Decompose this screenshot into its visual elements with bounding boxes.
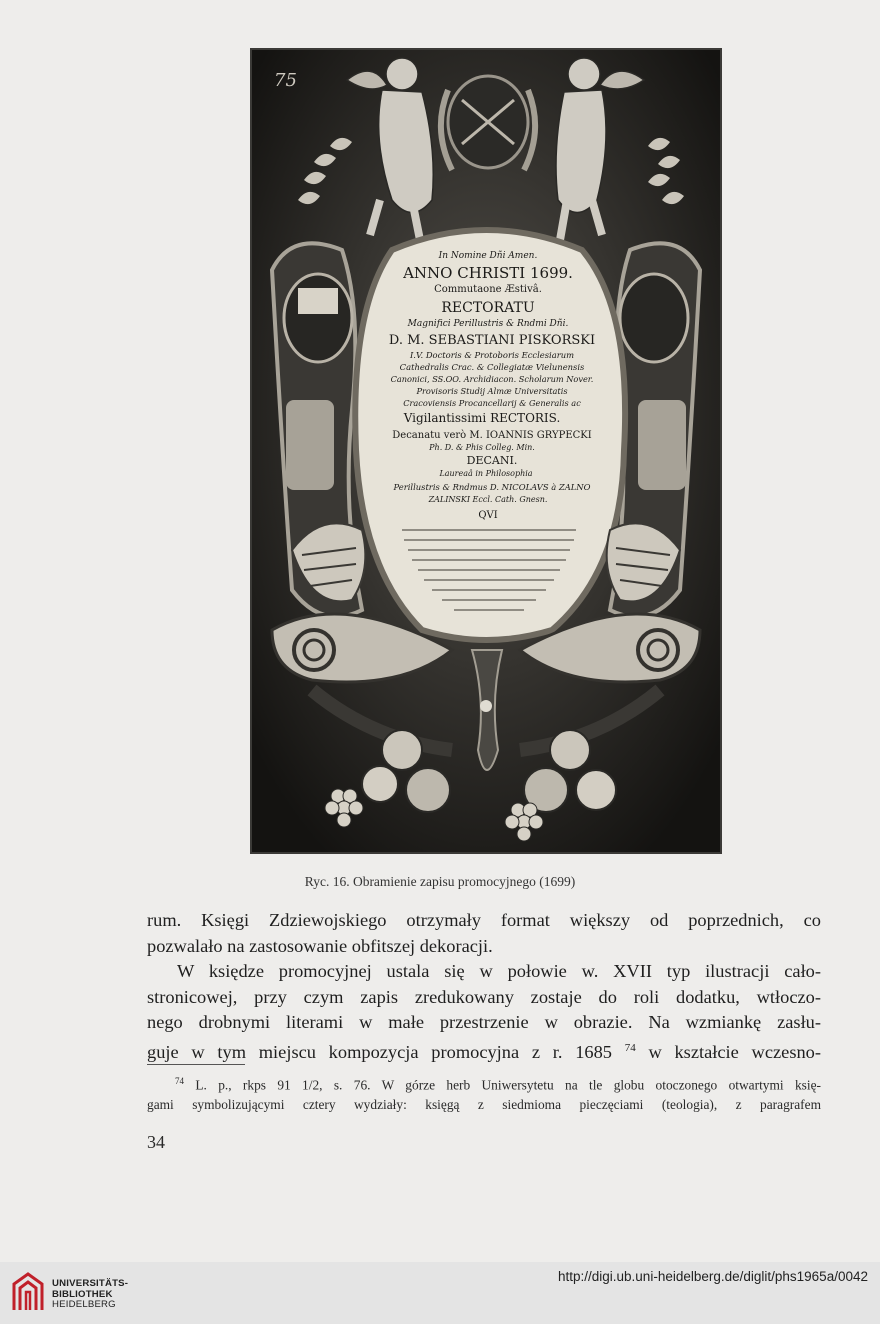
inscription-line-17: Perillustris & Rndmus D. NICOLAVS à ZALNO xyxy=(393,482,591,492)
figure-caption: Ryc. 16. Obramienie zapisu promocyjnego (1699) xyxy=(304,874,576,889)
library-name[interactable] xyxy=(52,1279,128,1311)
body-line-2: pozwalało na zastosowanie obfitszej dekoracji. xyxy=(147,935,493,956)
inscription-line-12: Vigilantissimi RECTORIS. xyxy=(403,411,561,425)
inscription-line-19: QVI xyxy=(478,510,498,521)
inscription-line-16: Laureaâ in Philosophia xyxy=(439,469,533,478)
footnote-line-2: gami symbolizującymi cztery wydziały: księgą z siedmioma pieczęciami (teologia), z paragrafem xyxy=(147,1097,821,1113)
inscription-line-11: Cracoviensis Procancellarij & Generalis ac xyxy=(403,398,581,408)
inscription-line-8: Cathedralis Crac. & Collegiatæ Vielunensis xyxy=(399,362,585,372)
permalink-url[interactable]: http://digi.ub.uni-heidelberg.de/diglit/phs1965a/0042 xyxy=(558,1269,868,1284)
library-logo-icon[interactable] xyxy=(10,1270,46,1314)
body-line-5: nego drobnymi literami w małe przestrzenie w obrazie. Na wzmiankę zasłu- xyxy=(147,1012,821,1033)
inscription-line-5: Magnifici Perillustris & Rndmi Dñi. xyxy=(407,319,569,329)
footnote xyxy=(147,1071,821,1115)
inscription-line-1: In Nomine Dñi Amen. xyxy=(438,251,538,261)
inscription-line-7: I.V. Doctoris & Protoboris Ecclesiarum xyxy=(409,350,575,360)
body-line-3: W księdze promocyjnej ustala się w połowie w. XVII typ ilustracji cało- xyxy=(177,961,821,982)
inscription-line-18: ZALINSKI Eccl. Cath. Gnesn. xyxy=(428,495,548,504)
inscription-line-4: RECTORATU xyxy=(441,300,535,316)
footnote-line-1 xyxy=(147,1071,821,1095)
library-name-line-1: UNIVERSITÄTS- xyxy=(52,1278,129,1289)
body-line-6 xyxy=(147,1036,821,1066)
body-text xyxy=(147,908,821,1066)
library-name-line-3: HEIDELBERG xyxy=(52,1299,116,1310)
page-number: 34 xyxy=(147,1132,165,1152)
inscription-line-3: Commutaone Æstivâ. xyxy=(434,284,542,295)
inscription-line-10: Provisoris Studij Almæ Universitatis xyxy=(416,386,568,396)
library-name-line-2: BIBLIOTHEK xyxy=(52,1288,113,1300)
footnote-line-1-text: L. p., rkps 91 1/2, s. 76. W górze herb Uniwersytetu na tle globu otoczonego otwartymi księ- xyxy=(184,1077,821,1093)
engraving-illustration xyxy=(252,50,720,852)
inscription-line-2: ANNO CHRISTI 1699. xyxy=(403,264,573,282)
footnote-divider xyxy=(147,1064,245,1065)
inscription-line-9: Canonici, SS.OO. Archidiacon. Scholarum Nover. xyxy=(390,374,594,384)
inscription-line-6: D. M. SEBASTIANI PISKORSKI xyxy=(388,333,596,348)
footnote-reference[interactable]: 74 xyxy=(624,1041,636,1054)
footnote-mark: 74 xyxy=(175,1076,184,1086)
body-line-6-start: guje w tym miejscu kompozycja promocyjna z r. 1685 xyxy=(147,1042,625,1063)
figure-baroque-frame xyxy=(252,50,720,852)
body-line-6-end: w kształcie wczesno- xyxy=(635,1042,821,1063)
body-line-1: rum. Księgi Zdziewojskiego otrzymały format większy od poprzednich, co xyxy=(147,910,821,930)
inscription-line-14: Ph. D. & Phis Colleg. Min. xyxy=(429,443,535,452)
inscription-line-13: Decanatu verò M. IOANNIS GRYPECKI xyxy=(392,430,592,441)
inscription-cartouche xyxy=(355,230,625,640)
inscription-line-15: DECANI. xyxy=(466,454,518,467)
plate-number: 75 xyxy=(274,70,297,91)
body-line-4: stronicowej, przy czym zapis zredukowany zostaje do roli dodatku, wtłoczo- xyxy=(147,986,821,1007)
